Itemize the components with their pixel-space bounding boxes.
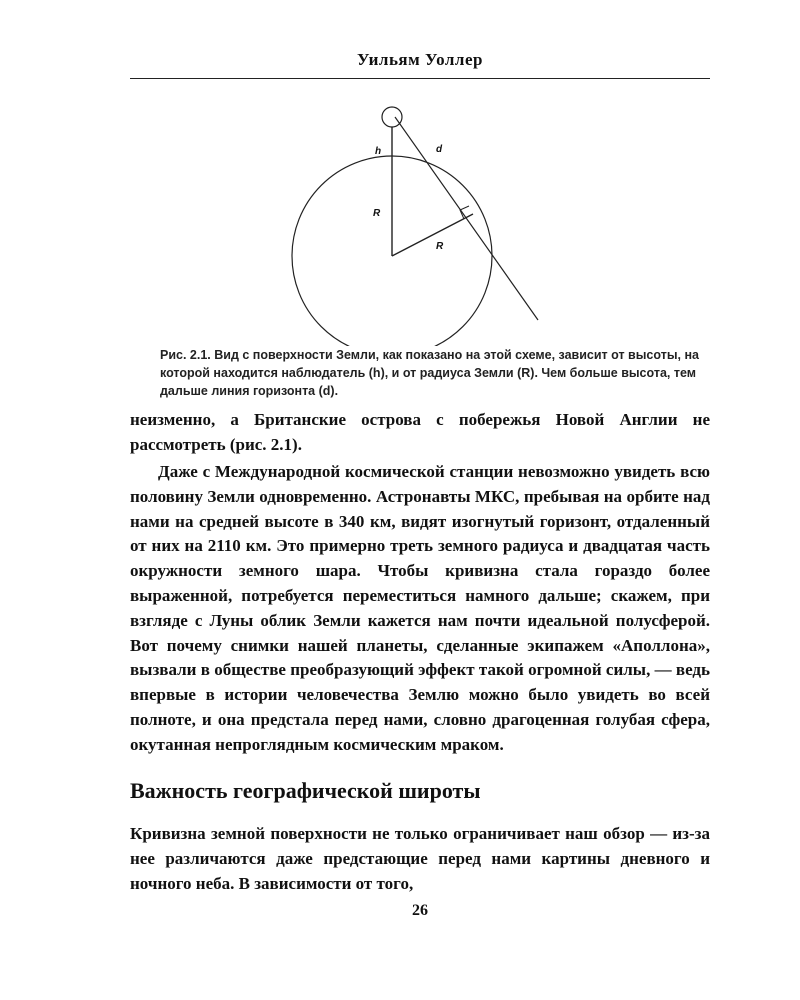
label-h: h: [375, 146, 382, 157]
page-number: 26: [412, 902, 428, 919]
paragraph-1: неизменно, а Британские острова с побережья Новой Англии не рассмотреть (рис. 2.1).: [130, 410, 710, 454]
observer-circle: [382, 107, 402, 127]
figure-caption: [160, 346, 720, 400]
label-r-vertical: R: [373, 208, 381, 219]
header-rule: [130, 78, 710, 79]
paragraph-3: Кривизна земной поверхности не только ограничивает наш обзор — из-за нее различаются даже предстающие перед нами картины дневного и ночного неба. В зависимости от того,: [130, 824, 710, 893]
tangent-line: [395, 117, 538, 320]
section-heading: Важность географической широты: [130, 778, 481, 803]
label-d: d: [436, 144, 443, 155]
paragraph-2: Даже с Международной космической станции невозможно увидеть всю половину Земли одновременно. Астронавты МКС, пребывая на орбите над нами на средней высоте в 340 км, видят изогнутый горизонт, отдаленный от них на 2110 км. Это примерно треть земного радиуса и двадцатая часть окружности земного шара. Чтобы кривизна стала гораздо более выраженной, потребуется переместиться намного дальше; скажем, при взгляде с Луны облик Земли кажется нам почти идеальной полусферой. Вот почему снимки нашей планеты, сделанные экипажем «Аполлона», вызвали в обществе преобразующий эффект такой огромной силы, — ведь впервые в истории человечества Землю можно было увидеть во всей полноте, и она предстала перед нами, словно драгоценная голубая сфера, окутанная непроглядным космическим мраком.: [130, 462, 710, 754]
caption-label: Рис. 2.1.: [160, 348, 211, 362]
running-head: Уильям Уоллер: [357, 50, 483, 69]
caption-text: Вид с поверхности Земли, как показано на этой схеме, зависит от высоты, на которой находится наблюдатель (h), и от радиуса Земли (R). Чем больше высота, тем дальше линия горизонта (d).: [160, 348, 699, 398]
label-r-radius: R: [436, 241, 444, 252]
figure-2-1: [130, 96, 710, 346]
horizon-diagram: [130, 96, 710, 346]
radius-line: [392, 214, 473, 256]
